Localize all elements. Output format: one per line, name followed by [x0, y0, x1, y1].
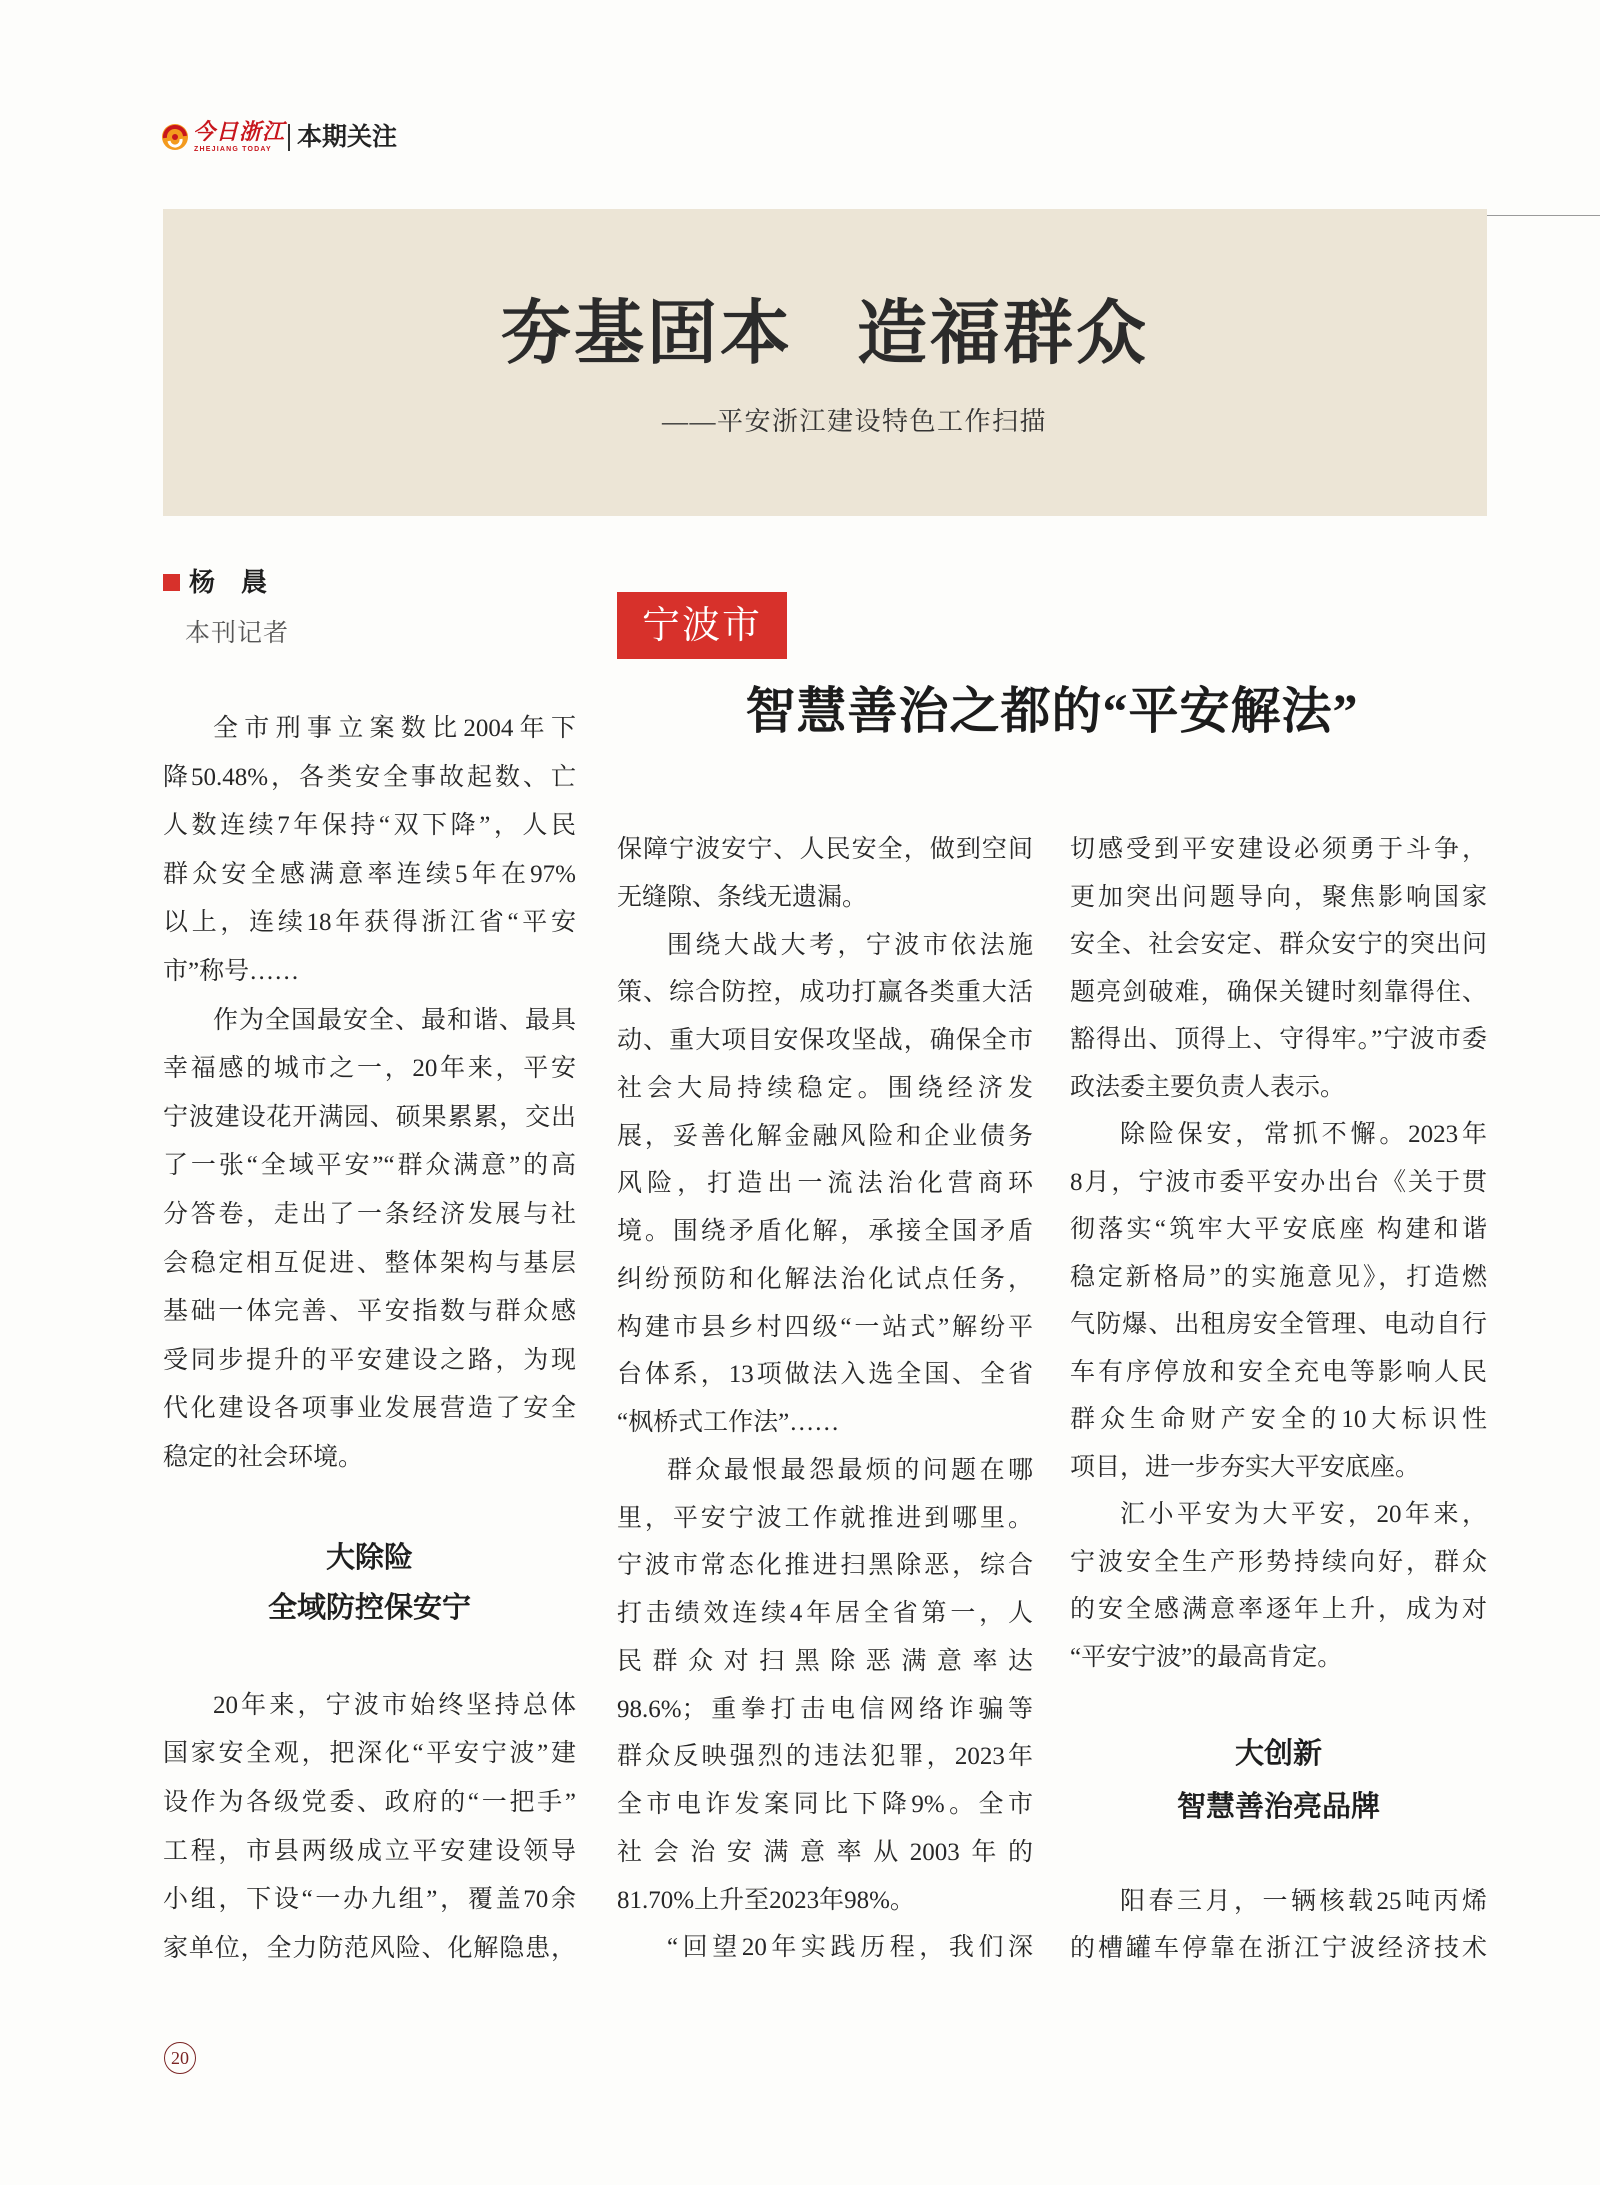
body-text-line: 作为全国最安全、最和谐、最具	[213, 1006, 576, 1034]
body-text-line: “枫桥式工作法”……	[617, 1409, 840, 1436]
body-text-line: 彻落实“筑牢大平安底座 构建和谐	[1070, 1216, 1487, 1243]
top-right-rule	[1487, 215, 1600, 216]
paragraph	[617, 826, 1033, 922]
section-heading	[163, 1532, 576, 1632]
city-tag: 宁波市	[617, 592, 787, 659]
body-text-line: 汇小平安为大平安，20年来，	[1120, 1501, 1487, 1528]
body-text-line: 气防爆、出租房安全管理、电动自行	[1070, 1311, 1487, 1338]
paragraph	[163, 997, 576, 1483]
body-text-line: 稳定的社会环境。	[163, 1443, 364, 1471]
body-text-line: 降50.48%，各类安全事故起数、亡	[163, 763, 576, 791]
body-text-line: 题亮剑破难，确保关键时刻靠得住、	[1070, 978, 1487, 1006]
article-headline: 智慧善治之都的“平安解法”	[745, 683, 1359, 739]
red-square-icon	[163, 574, 180, 591]
body-text-line: 以上，连续18年获得浙江省“平安	[163, 909, 576, 937]
body-text-line: 群众最恨最怨最烦的问题在哪	[667, 1456, 1033, 1484]
paragraph	[617, 1924, 1033, 1972]
text-column-2	[617, 826, 1033, 1972]
body-text-line: 围绕大战大考，宁波市依法施	[667, 931, 1033, 959]
feature-title-banner	[163, 209, 1487, 516]
byline-author: 杨 晨	[189, 568, 268, 598]
swirl-logo-icon	[160, 122, 190, 152]
byline-role: 本刊记者	[185, 620, 290, 647]
body-text-line: 的槽罐车停靠在浙江宁波经济技术	[1070, 1935, 1487, 1962]
body-text-line: 车有序停放和安全充电等影响人民	[1070, 1358, 1487, 1386]
body-text-line: 群众生命财产安全的10大标识性	[1070, 1406, 1487, 1433]
section-heading-line: 大创新	[1234, 1736, 1322, 1770]
paragraph	[163, 1682, 576, 1974]
body-text-line: 社会大局持续稳定。围绕经济发	[617, 1074, 1033, 1102]
body-text-line: 国家安全观，把深化“平安宁波”建	[163, 1740, 576, 1768]
body-text-line: 更加突出问题导向，聚焦影响国家	[1070, 883, 1487, 911]
body-text-line: “回望20年实践历程，我们深	[667, 1934, 1033, 1962]
body-text-line: 台体系，13项做法入选全国、全省	[617, 1361, 1033, 1389]
body-text-line: 81.70%上升至2023年98%。	[617, 1886, 915, 1914]
body-text-line: 切感受到平安建设必须勇于斗争，	[1070, 836, 1487, 863]
text-column-3	[1070, 826, 1487, 1973]
paragraph	[1070, 826, 1487, 1111]
body-text-line: 分答卷，走出了一条经济发展与社	[163, 1200, 576, 1228]
header-divider	[288, 124, 290, 151]
body-text-line: 动、重大项目安保攻坚战，确保全市	[617, 1027, 1033, 1054]
body-text-line: 安全、社会安定、群众安宁的突出问	[1070, 931, 1487, 958]
body-text-line: 展，妥善化解金融风险和企业债务	[617, 1122, 1033, 1150]
feature-title-part-1: 夯基固本	[501, 296, 793, 373]
section-heading-line: 全域防控保安宁	[267, 1590, 471, 1625]
magazine-logo-subtext: ZHEJIANG TODAY	[194, 146, 272, 153]
body-text-line: 除险保安，常抓不懈。2023年	[1120, 1121, 1487, 1148]
body-text-line: 基础一体完善、平安指数与群众感	[163, 1298, 576, 1326]
body-text-line: 人数连续7年保持“双下降”，人民	[163, 812, 576, 840]
body-text-line: 小组，下设“一办九组”，覆盖70余	[163, 1886, 576, 1914]
paragraph	[1070, 1491, 1487, 1681]
body-text-line: 策、综合防控，成功打赢各类重大活	[617, 979, 1033, 1007]
paragraph	[1070, 1878, 1487, 1973]
section-heading-line: 智慧善治亮品牌	[1176, 1789, 1380, 1823]
body-text-line: 项目，进一步夯实大平安底座。	[1070, 1453, 1421, 1481]
paragraph	[617, 922, 1033, 1447]
body-text-line: 会稳定相互促进、整体架构与基层	[163, 1249, 576, 1277]
body-text-line: “平安宁波”的最高肯定。	[1070, 1643, 1343, 1671]
feature-title-part-2: 造福群众	[857, 296, 1149, 373]
body-text-line: 打击绩效连续4年居全省第一，人	[617, 1600, 1033, 1627]
body-text-line: 宁波安全生产形势持续向好，群众	[1070, 1548, 1487, 1576]
body-text-line: 保障宁波安宁、人民安全，做到空间	[617, 836, 1033, 863]
body-text-line: 8月，宁波市委平安办出台《关于贯	[1070, 1168, 1487, 1196]
body-text-line: 豁得出、顶得上、守得牢。”宁波市委	[1070, 1026, 1487, 1053]
section-heading-line: 大除险	[325, 1540, 413, 1575]
body-text-line: 代化建设各项事业发展营造了安全	[163, 1395, 576, 1423]
body-text-line: 群众反映强烈的违法犯罪，2023年	[617, 1743, 1033, 1771]
body-text-line: 构建市县乡村四级“一站式”解纷平	[617, 1313, 1033, 1341]
paragraph	[617, 1447, 1033, 1925]
body-text-line: 受同步提升的平安建设之路，为现	[163, 1346, 576, 1374]
body-text-line: 风险，打造出一流法治化营商环	[617, 1170, 1033, 1198]
body-text-line: 里，平安宁波工作就推进到哪里。	[617, 1504, 1033, 1532]
body-text-line: 全市电诈发案同比下降9%。全市	[617, 1791, 1033, 1818]
body-text-line: 市”称号……	[163, 957, 300, 985]
page-number: 20	[164, 2042, 196, 2074]
body-text-line: 社会治安满意率从2003年的	[617, 1838, 1033, 1866]
body-text-line: 98.6%；重拳打击电信网络诈骗等	[617, 1695, 1033, 1723]
body-text-line: 境。围绕矛盾化解，承接全国矛盾	[617, 1218, 1033, 1245]
body-text-line: 工程，市县两级成立平安建设领导	[163, 1837, 576, 1865]
body-text-line: 的安全感满意率逐年上升，成为对	[1070, 1596, 1487, 1623]
body-text-line: 宁波市常态化推进扫黑除恶，综合	[617, 1552, 1033, 1580]
paragraph	[1070, 1111, 1487, 1491]
feature-subtitle: ——平安浙江建设特色工作扫描	[662, 407, 1048, 436]
body-text-line: 稳定新格局”的实施意见》，打造燃	[1070, 1263, 1487, 1291]
magazine-logo-text: 今日浙江	[193, 119, 286, 144]
body-text-line: 阳春三月，一辆核载25吨丙烯	[1120, 1887, 1487, 1915]
body-text-line: 设作为各级党委、政府的“一把手”	[163, 1789, 576, 1817]
feature-title	[163, 285, 1487, 385]
body-text-line: 政法委主要负责人表示。	[1070, 1073, 1346, 1101]
paragraph	[163, 705, 576, 997]
body-text-line: 宁波建设花开满园、硕果累累，交出	[163, 1103, 576, 1131]
body-text-line: 家单位，全力防范风险、化解隐患，	[163, 1934, 576, 1962]
body-text-line: 20年来，宁波市始终坚持总体	[213, 1691, 576, 1719]
section-label: 本期关注	[297, 122, 398, 151]
body-text-line: 纠纷预防和化解法治化试点任务，	[617, 1265, 1033, 1293]
body-text-line: 全市刑事立案数比2004年下	[213, 715, 576, 742]
body-text-line: 幸福感的城市之一，20年来，平安	[163, 1055, 576, 1083]
body-text-line: 民群众对扫黑除恶满意率达	[617, 1647, 1033, 1675]
text-column-1	[163, 705, 576, 1973]
section-heading	[1070, 1727, 1487, 1833]
body-text-line: 群众安全感满意率连续5年在97%	[163, 860, 576, 888]
body-text-line: 无缝隙、条线无遗漏。	[617, 883, 868, 911]
body-text-line: 了一张“全域平安”“群众满意”的高	[163, 1152, 576, 1180]
